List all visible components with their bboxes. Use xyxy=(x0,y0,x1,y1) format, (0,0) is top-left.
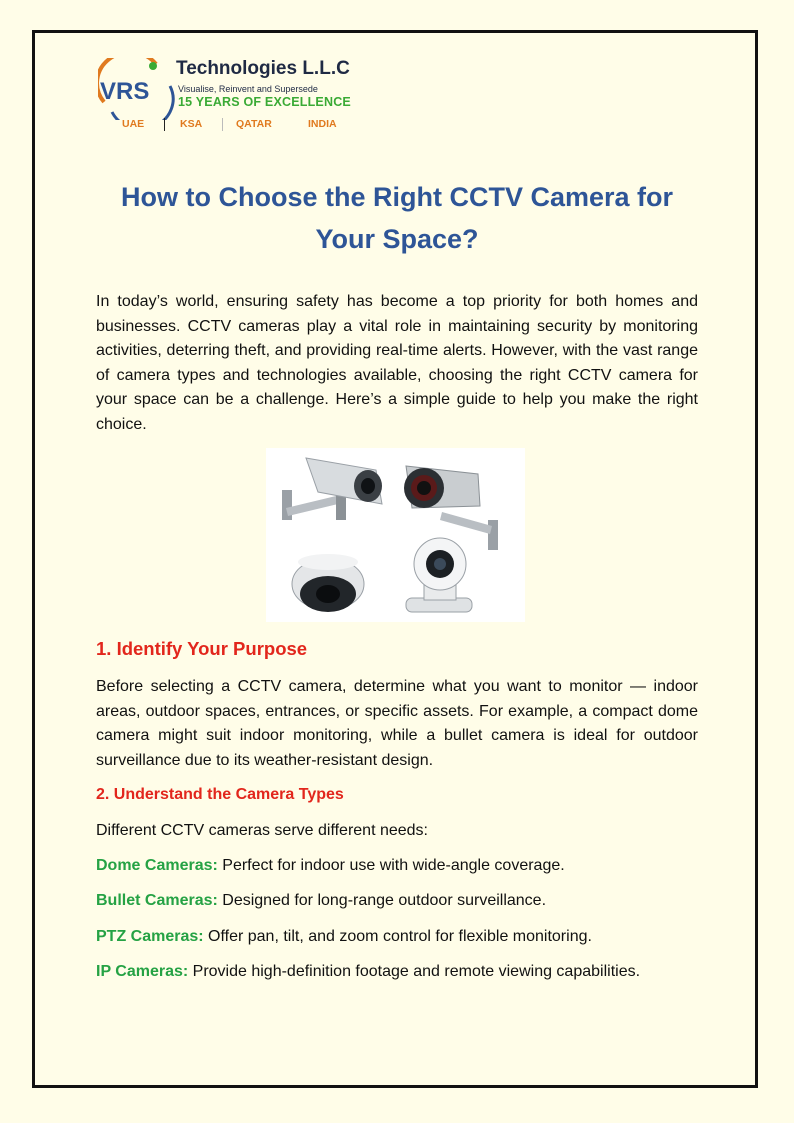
section2-intro: Different CCTV cameras serve different needs: xyxy=(96,822,428,839)
camera-type-desc: Perfect for indoor use with wide-angle coverage. xyxy=(217,857,565,874)
region-separator xyxy=(164,118,165,131)
camera-type-term: Dome Cameras: xyxy=(96,857,218,874)
logo-tagline: Visualise, Reinvent and Supersede xyxy=(178,84,318,94)
section1-heading: 1. Identify Your Purpose xyxy=(96,638,308,659)
camera-type-desc: Offer pan, tilt, and zoom control for flexible monitoring. xyxy=(203,928,592,945)
logo-company-name: Technologies L.L.C xyxy=(176,58,350,79)
region-separator xyxy=(222,118,223,131)
intro-paragraph: In today’s world, ensuring safety has become a top priority for both homes and businesses. CCTV cameras play a vital role in maintaining security by monitoring activities, deterring theft, and providing real-time alerts. However, with the vast range of camera types and technologies available, choosing the right CCTV camera for your space can be a challenge. Here’s a simple guide to help you make the right choice. xyxy=(96,293,698,433)
list-item xyxy=(96,963,698,981)
camera-type-desc: Provide high-definition footage and remote viewing capabilities. xyxy=(188,963,641,980)
list-item xyxy=(96,892,698,910)
camera-type-desc: Designed for long-range outdoor surveillance. xyxy=(217,892,547,909)
logo-years: 15 YEARS OF EXCELLENCE xyxy=(178,95,351,109)
camera-type-term: Bullet Cameras: xyxy=(96,892,218,909)
logo-mark-text: VRS xyxy=(100,78,150,105)
page-title: How to Choose the Right CCTV Camera for Your Space? xyxy=(120,182,674,254)
camera-type-term: IP Cameras: xyxy=(96,963,189,980)
camera-type-term: PTZ Cameras: xyxy=(96,928,204,945)
list-item xyxy=(96,857,698,875)
company-logo xyxy=(98,54,368,134)
section2-heading: 2. Understand the Camera Types xyxy=(96,786,344,803)
cctv-cameras-photo xyxy=(266,448,525,622)
list-item xyxy=(96,928,698,946)
section1-paragraph: Before selecting a CCTV camera, determine what you want to monitor — indoor areas, outdoor spaces, entrances, or specific assets. For example, a compact dome camera might suit indoor monitoring, while a bullet camera is ideal for outdoor surveillance due to its weather-resistant design. xyxy=(96,678,698,769)
region-uae: UAE xyxy=(122,118,145,130)
region-ksa: KSA xyxy=(180,118,203,130)
logo-regions xyxy=(122,118,362,134)
region-qatar: QATAR xyxy=(236,118,272,130)
vrs-logo-mark-icon xyxy=(98,58,176,120)
region-india: INDIA xyxy=(308,118,337,130)
